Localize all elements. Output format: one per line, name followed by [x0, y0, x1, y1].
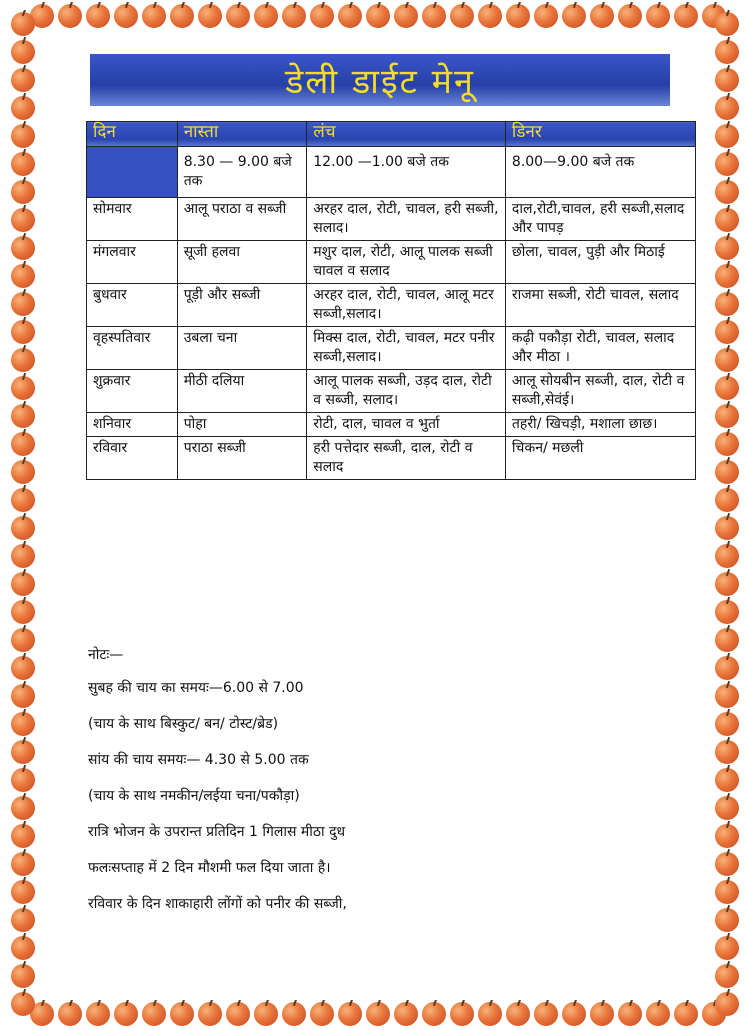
apple-icon: [534, 4, 558, 28]
timing-row: [87, 147, 696, 198]
note-line: (चाय के साथ बिस्कुट/ बन/ टोस्ट/ब्रेड): [88, 716, 279, 732]
page-title: डेली डाईट मेनू: [285, 62, 475, 102]
apple-icon: [11, 12, 35, 36]
apple-icon: [590, 1002, 614, 1026]
apple-icon: [590, 4, 614, 28]
apple-icon: [715, 124, 739, 148]
apple-icon: [715, 544, 739, 568]
apple-icon: [715, 320, 739, 344]
apple-icon: [715, 488, 739, 512]
cell-breakfast: पराठा सब्जी: [177, 437, 307, 480]
apple-icon: [114, 1002, 138, 1026]
cell-lunch: अरहर दाल, रोटी, चावल, हरी सब्जी, सलाद।: [307, 198, 506, 241]
timing-day-blank: [87, 147, 178, 198]
apple-icon: [394, 4, 418, 28]
apple-icon: [11, 544, 35, 568]
apple-icon: [114, 4, 138, 28]
apple-icon: [58, 4, 82, 28]
apple-icon: [646, 1002, 670, 1026]
apple-icon: [11, 68, 35, 92]
cell-day: शनिवार: [87, 413, 178, 437]
apple-icon: [11, 404, 35, 428]
apple-icon: [11, 656, 35, 680]
apple-icon: [11, 460, 35, 484]
apple-icon: [715, 96, 739, 120]
apple-icon: [11, 880, 35, 904]
apple-icon: [715, 376, 739, 400]
apple-border-left: [8, 10, 38, 1020]
apple-icon: [366, 4, 390, 28]
cell-day: सोमवार: [87, 198, 178, 241]
apple-icon: [310, 1002, 334, 1026]
cell-dinner: आलू सोयबीन सब्जी, दाल, रोटी व सब्जी,सेवंई।: [505, 370, 695, 413]
apple-border-top: [28, 2, 728, 32]
apple-icon: [11, 40, 35, 64]
header-lunch: लंच: [307, 122, 506, 147]
apple-icon: [715, 180, 739, 204]
note-line: सुबह की चाय का समयः—6.00 से 7.00: [88, 680, 304, 696]
apple-icon: [715, 768, 739, 792]
apple-icon: [11, 992, 35, 1016]
apple-icon: [618, 1002, 642, 1026]
apple-icon: [674, 4, 698, 28]
apple-icon: [254, 4, 278, 28]
apple-icon: [11, 740, 35, 764]
note-line: फलःसप्ताह में 2 दिन मौशमी फल दिया जाता है।: [88, 860, 331, 876]
apple-icon: [11, 684, 35, 708]
cell-breakfast: मीठी दलिया: [177, 370, 307, 413]
apple-icon: [11, 908, 35, 932]
notes-heading: नोटः—: [88, 647, 124, 663]
apple-icon: [715, 68, 739, 92]
apple-icon: [226, 4, 250, 28]
apple-icon: [11, 432, 35, 456]
apple-icon: [478, 4, 502, 28]
apple-icon: [366, 1002, 390, 1026]
apple-icon: [715, 460, 739, 484]
apple-icon: [11, 152, 35, 176]
apple-icon: [198, 1002, 222, 1026]
timing-dinner: 8.00—9.00 बजे तक: [505, 147, 695, 198]
apple-icon: [11, 320, 35, 344]
cell-day: बुधवार: [87, 284, 178, 327]
apple-icon: [11, 488, 35, 512]
apple-icon: [142, 1002, 166, 1026]
note-line: रात्रि भोजन के उपरान्त प्रतिदिन 1 गिलास मीठा दुध: [88, 824, 346, 840]
cell-breakfast: आलू पराठा व सब्जी: [177, 198, 307, 241]
apple-icon: [534, 1002, 558, 1026]
apple-icon: [506, 1002, 530, 1026]
apple-icon: [11, 208, 35, 232]
apple-icon: [11, 936, 35, 960]
cell-dinner: छोला, चावल, पुड़ी और मिठाई: [505, 241, 695, 284]
apple-icon: [715, 404, 739, 428]
apple-icon: [715, 684, 739, 708]
apple-icon: [450, 1002, 474, 1026]
cell-breakfast: पूड़ी और सब्जी: [177, 284, 307, 327]
cell-breakfast: सूजी हलवा: [177, 241, 307, 284]
table-row: [87, 198, 696, 241]
apple-icon: [715, 880, 739, 904]
apple-icon: [715, 40, 739, 64]
apple-icon: [715, 824, 739, 848]
apple-icon: [338, 4, 362, 28]
timing-lunch: 12.00 —1.00 बजे तक: [307, 147, 506, 198]
apple-icon: [11, 572, 35, 596]
apple-icon: [715, 236, 739, 260]
apple-icon: [282, 4, 306, 28]
table-body: [87, 147, 696, 480]
apple-icon: [715, 292, 739, 316]
apple-border-right: [712, 10, 742, 1020]
apple-icon: [562, 4, 586, 28]
cell-dinner: चिकन/ मछली: [505, 437, 695, 480]
apple-icon: [715, 432, 739, 456]
cell-lunch: हरी पत्तेदार सब्जी, दाल, रोटी व सलाद: [307, 437, 506, 480]
apple-icon: [715, 628, 739, 652]
apple-icon: [58, 1002, 82, 1026]
apple-icon: [646, 4, 670, 28]
apple-icon: [198, 4, 222, 28]
notes-section: [88, 645, 688, 930]
note-line: (चाय के साथ नमकीन/लईया चना/पकौड़ा): [88, 788, 300, 804]
apple-icon: [715, 796, 739, 820]
apple-icon: [715, 600, 739, 624]
apple-icon: [715, 852, 739, 876]
apple-icon: [142, 4, 166, 28]
apple-icon: [11, 236, 35, 260]
apple-icon: [11, 712, 35, 736]
header-breakfast: नास्ता: [177, 122, 307, 147]
apple-icon: [715, 348, 739, 372]
apple-icon: [674, 1002, 698, 1026]
cell-dinner: तहरी/ खिचड़ी, मशाला छाछ।: [505, 413, 695, 437]
diet-menu-table: [86, 121, 696, 480]
apple-icon: [715, 992, 739, 1016]
note-line: रविवार के दिन शाकाहारी लोंगों को पनीर की सब्जी,: [88, 896, 347, 912]
cell-lunch: अरहर दाल, रोटी, चावल, आलू मटर सब्जी,सलाद।: [307, 284, 506, 327]
apple-icon: [422, 1002, 446, 1026]
notes-list: [88, 678, 688, 913]
apple-icon: [11, 292, 35, 316]
apple-icon: [170, 1002, 194, 1026]
apple-icon: [715, 936, 739, 960]
apple-icon: [715, 964, 739, 988]
apple-icon: [715, 152, 739, 176]
cell-dinner: राजमा सब्जी, रोटी चावल, सलाद: [505, 284, 695, 327]
apple-border-bottom: [28, 1000, 728, 1030]
apple-icon: [11, 852, 35, 876]
table-row: [87, 284, 696, 327]
cell-day: शुक्रवार: [87, 370, 178, 413]
apple-icon: [11, 180, 35, 204]
title-banner: [90, 54, 670, 106]
apple-icon: [562, 1002, 586, 1026]
table-row: [87, 327, 696, 370]
apple-icon: [11, 348, 35, 372]
apple-icon: [506, 4, 530, 28]
cell-lunch: रोटी, दाल, चावल व भुर्ता: [307, 413, 506, 437]
apple-icon: [11, 376, 35, 400]
table-header-row: [87, 122, 696, 147]
apple-icon: [254, 1002, 278, 1026]
apple-icon: [422, 4, 446, 28]
cell-lunch: आलू पालक सब्जी, उड़द दाल, रोटी व सब्जी, सलाद।: [307, 370, 506, 413]
apple-icon: [715, 908, 739, 932]
apple-icon: [618, 4, 642, 28]
apple-icon: [226, 1002, 250, 1026]
apple-icon: [715, 656, 739, 680]
table-row: [87, 370, 696, 413]
header-day: दिन: [87, 122, 178, 147]
apple-icon: [450, 4, 474, 28]
table-row: [87, 241, 696, 284]
apple-icon: [394, 1002, 418, 1026]
apple-icon: [715, 712, 739, 736]
apple-icon: [11, 824, 35, 848]
table-row: [87, 437, 696, 480]
apple-icon: [282, 1002, 306, 1026]
apple-icon: [11, 964, 35, 988]
header-dinner: डिनर: [505, 122, 695, 147]
note-line: सांय की चाय समयः— 4.30 से 5.00 तक: [88, 752, 309, 768]
apple-icon: [715, 264, 739, 288]
apple-icon: [715, 572, 739, 596]
cell-day: रविवार: [87, 437, 178, 480]
apple-icon: [11, 264, 35, 288]
cell-breakfast: पोहा: [177, 413, 307, 437]
apple-icon: [338, 1002, 362, 1026]
apple-icon: [11, 516, 35, 540]
apple-icon: [11, 768, 35, 792]
table-row: [87, 413, 696, 437]
apple-icon: [715, 12, 739, 36]
apple-icon: [715, 740, 739, 764]
apple-icon: [11, 628, 35, 652]
apple-icon: [86, 1002, 110, 1026]
apple-icon: [170, 4, 194, 28]
apple-icon: [86, 4, 110, 28]
cell-day: वृहस्पतिवार: [87, 327, 178, 370]
apple-icon: [11, 796, 35, 820]
apple-icon: [11, 600, 35, 624]
apple-icon: [11, 124, 35, 148]
timing-breakfast: 8.30 — 9.00 बजे तक: [177, 147, 307, 198]
apple-icon: [11, 96, 35, 120]
apple-icon: [310, 4, 334, 28]
apple-icon: [715, 516, 739, 540]
apple-icon: [715, 208, 739, 232]
apple-icon: [478, 1002, 502, 1026]
cell-lunch: मशुर दाल, रोटी, आलू पालक सब्जी चावल व सलाद: [307, 241, 506, 284]
cell-lunch: मिक्स दाल, रोटी, चावल, मटर पनीर सब्जी,सलाद।: [307, 327, 506, 370]
cell-dinner: दाल,रोटी,चावल, हरी सब्जी,सलाद और पापड़: [505, 198, 695, 241]
cell-breakfast: उबला चना: [177, 327, 307, 370]
cell-day: मंगलवार: [87, 241, 178, 284]
cell-dinner: कढ़ी पकौड़ा रोटी, चावल, सलाद और मीठा ।: [505, 327, 695, 370]
